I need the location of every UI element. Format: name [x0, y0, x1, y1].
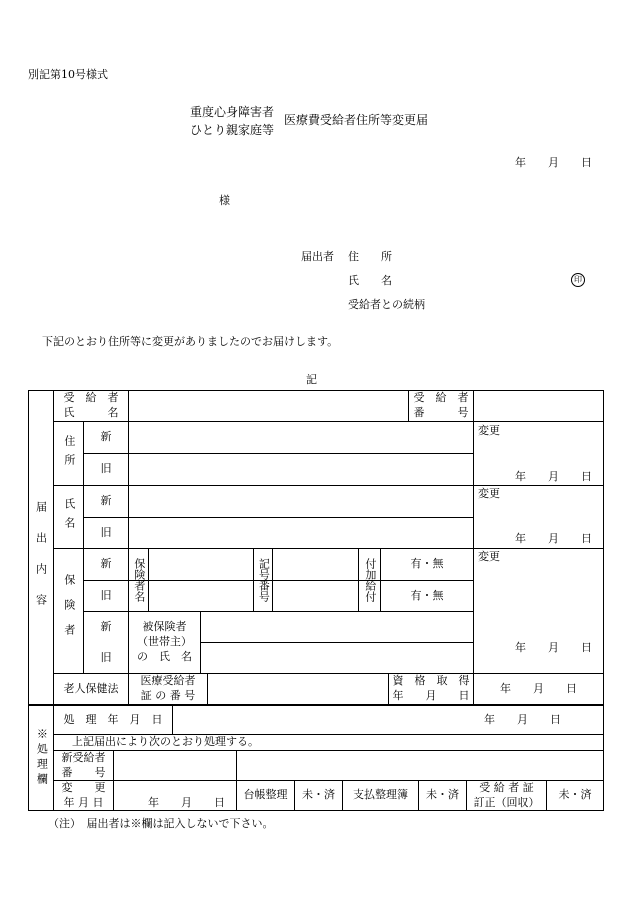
recipient-number-field[interactable]	[474, 391, 603, 421]
symbol-number-old-field[interactable]	[273, 581, 358, 611]
address-change-date: 年 月 日	[515, 470, 592, 483]
processing-date-label: 処 理 年 月 日	[63, 712, 163, 726]
address-new-label: 新	[100, 430, 112, 444]
payment-status[interactable]: 未・済	[426, 788, 459, 802]
address-old-field[interactable]	[129, 454, 473, 485]
name-old-label: 旧	[100, 525, 112, 539]
insurance-change-label: 変更	[478, 550, 500, 563]
address-label: 住所	[62, 434, 76, 473]
processing-side-label: ※処理欄	[35, 728, 49, 788]
cert-fix-label: 受 給 者 証 訂正（回収）	[473, 780, 540, 809]
applicant-address-label: 住 所	[348, 250, 392, 263]
insurer-name-old-field[interactable]	[149, 581, 253, 611]
change-date-label: 変 更 年 月 日	[61, 780, 106, 809]
insured-new-field[interactable]	[201, 612, 473, 642]
symbol-number-new-field[interactable]	[273, 549, 358, 580]
qualification-date-label: 資 格 取 得 年 月 日	[392, 674, 470, 702]
symbol-number-label: 記号番号	[257, 558, 271, 602]
ledger-label: 台帳整理	[243, 788, 288, 802]
address-old-label: 旧	[100, 462, 112, 476]
name-new-label: 新	[100, 494, 112, 508]
seal-mark: 印	[571, 273, 585, 287]
name-change-label: 変更	[478, 487, 500, 500]
insurance-new-label: 新	[100, 557, 112, 571]
recipient-number-label: 受 給 者 番 号	[413, 391, 469, 419]
notification-content-label: 届出内容	[34, 501, 48, 625]
page-title: 医療費受給者住所等変更届	[284, 113, 429, 127]
payment-label: 支払整理簿	[353, 788, 408, 802]
processing-instruction: 上記届出により次のとおり処理する。	[72, 735, 259, 749]
insurance-change-date: 年 月 日	[515, 641, 592, 654]
insured-new-label: 新	[100, 619, 112, 633]
title-prefix-line2: ひとり親家庭等	[190, 123, 275, 137]
insured-old-field[interactable]	[201, 643, 473, 673]
insurer-name-new-field[interactable]	[149, 549, 253, 580]
address-new-field[interactable]	[129, 422, 473, 453]
applicant-name-label: 氏 名	[348, 274, 392, 287]
applicant-label: 届出者	[301, 250, 334, 263]
recipient-name-label: 受 給 者 氏 名	[63, 391, 119, 419]
cert-number-field[interactable]	[208, 674, 388, 704]
addressee-suffix: 様	[219, 194, 230, 207]
elderly-law-label: 老人保健法	[63, 681, 119, 695]
processing-date-value: 年 月 日	[484, 713, 561, 726]
recipient-name-field[interactable]	[129, 391, 408, 421]
header-date: 年 月 日	[515, 156, 592, 169]
name-old-field[interactable]	[129, 518, 473, 548]
insured-old-label: 旧	[100, 650, 112, 664]
name-new-field[interactable]	[129, 486, 473, 517]
insured-person-label: 被保険者 （世帯主） の 氏 名	[137, 620, 192, 663]
ki-label: 記	[306, 373, 317, 386]
intro-text: 下記のとおり住所等に変更がありましたのでお届けします。	[42, 335, 339, 348]
applicant-relation-label: 受給者との続柄	[348, 298, 425, 311]
new-number-field[interactable]	[114, 751, 236, 780]
insurance-label: 保険者	[62, 573, 76, 649]
name-change-date: 年 月 日	[515, 532, 592, 545]
supplementary-new-choice[interactable]: 有・無	[410, 557, 444, 571]
qualification-date-field[interactable]: 年 月 日	[500, 681, 577, 695]
cert-fix-status[interactable]: 未・済	[558, 788, 592, 802]
change-date-value: 年 月 日	[148, 796, 225, 809]
ledger-status[interactable]: 未・済	[302, 788, 335, 802]
new-number-label: 新受給者 番 号	[61, 750, 106, 779]
form-number: 別記第10号様式	[28, 68, 108, 81]
footnote: （注） 届出者は※欄は記入しないで下さい。	[48, 817, 274, 830]
insurance-old-label: 旧	[100, 588, 112, 602]
cert-number-label: 医療受給者 証 の 番 号	[140, 674, 196, 702]
insurer-name-label: 保険者名	[132, 558, 146, 602]
supplementary-old-choice[interactable]: 有・無	[410, 588, 444, 602]
name-label: 氏名	[62, 498, 76, 536]
address-change-label: 変更	[478, 424, 500, 437]
title-prefix-line1: 重度心身障害者	[190, 105, 275, 119]
supplementary-benefit-label: 付加給付	[363, 558, 377, 602]
